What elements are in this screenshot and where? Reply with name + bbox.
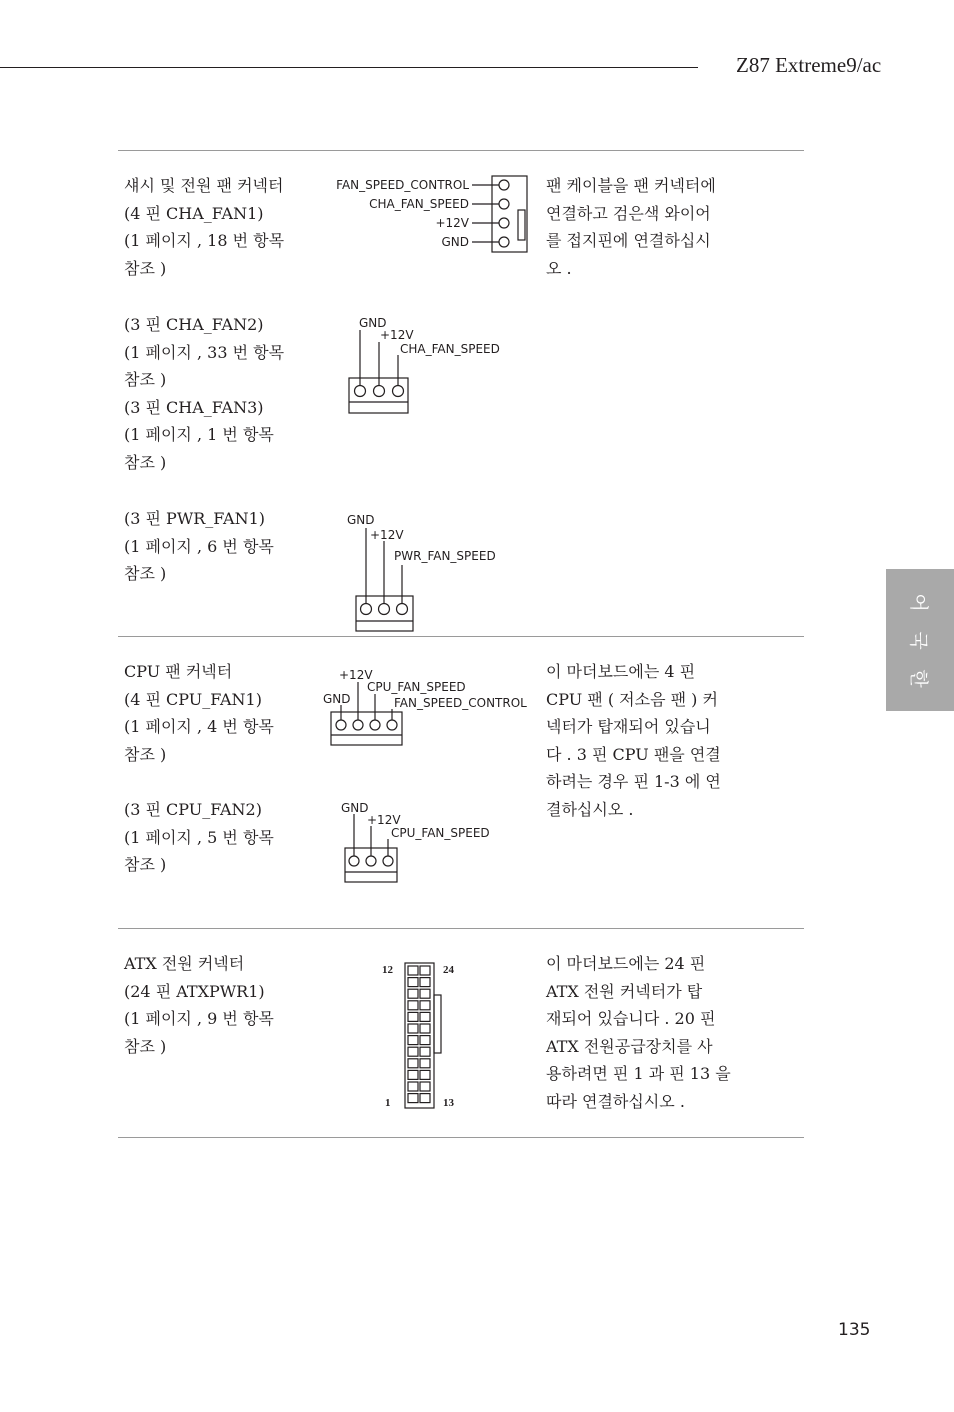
- pin-number: 1: [385, 1097, 391, 1109]
- pin-label: GND: [323, 692, 351, 706]
- pin-label: +12V: [370, 528, 404, 542]
- text-line: 참조 ): [124, 564, 167, 583]
- text-line: 섀시 및 전원 팬 커넥터: [124, 176, 284, 195]
- atx-pin: [408, 1012, 418, 1021]
- text-line: (4 핀 CPU_FAN1): [124, 689, 262, 709]
- text-line: (1 페이지 , 6 번 항목: [124, 536, 274, 556]
- pin-label: +12V: [339, 668, 373, 682]
- atx-pin: [420, 1024, 430, 1033]
- atx-pin: [420, 978, 430, 987]
- pin-label: CHA_FAN_SPEED: [400, 342, 500, 356]
- tab-char: 국: [907, 631, 930, 650]
- text-line: 하려는 경우 핀 1-3 에 연: [546, 772, 721, 791]
- connector-housing: [492, 176, 527, 252]
- atx-pin: [408, 1082, 418, 1091]
- pin: [393, 386, 404, 397]
- text-line: (1 페이지 , 33 번 항목: [124, 342, 285, 362]
- pin: [383, 856, 393, 866]
- atx-pin: [420, 989, 430, 998]
- atx-pin: [408, 1070, 418, 1079]
- text-line: (1 페이지 , 5 번 항목: [124, 827, 274, 847]
- text-line: (1 페이지 , 18 번 항목: [124, 231, 285, 250]
- pin-label: FAN_SPEED_CONTROL: [394, 696, 527, 710]
- atx-pin: [408, 1001, 418, 1010]
- pin: [370, 720, 380, 730]
- text-line: (3 핀 CHA_FAN2): [124, 315, 264, 334]
- page-header-title: Z87 Extreme9/ac: [736, 53, 882, 77]
- text-line: 따라 연결하십시오 .: [546, 1091, 685, 1111]
- pin: [374, 386, 385, 397]
- text-line: 용하려면 핀 1 과 핀 13 을: [546, 1064, 731, 1083]
- atx-pin: [408, 1094, 418, 1103]
- pin-number: 13: [443, 1097, 454, 1109]
- text-line: ATX 전원 커넥터가 탑: [546, 981, 703, 1001]
- pin: [499, 180, 509, 190]
- connector-key: [518, 210, 525, 240]
- atx-pin: [408, 978, 418, 987]
- page-number: 135: [838, 1320, 871, 1340]
- pin: [349, 856, 359, 866]
- text-line: (1 페이지 , 1 번 항목: [124, 425, 274, 444]
- pin-label: GND: [359, 316, 387, 330]
- text-line: (3 핀 PWR_FAN1): [124, 509, 265, 528]
- atx-pin: [420, 1047, 430, 1056]
- cha-fan1-diagram: [336, 176, 527, 252]
- pin: [499, 218, 509, 228]
- text-line: (1 페이지 , 4 번 항목: [124, 717, 274, 736]
- cpu-fan1-diagram: [323, 668, 527, 745]
- text-line: 넥터가 탑재되어 있습니: [546, 717, 711, 736]
- atx-pin: [420, 1094, 430, 1103]
- pin-label: +12V: [367, 813, 401, 827]
- text-line: 오 .: [546, 258, 572, 278]
- pin-label: GND: [341, 801, 369, 815]
- text-line: (4 핀 CHA_FAN1): [124, 203, 264, 223]
- text-line: 참조 ): [124, 744, 167, 764]
- pin-label: CPU_FAN_SPEED: [367, 680, 466, 694]
- text-line: 이 마더보드에는 4 핀: [546, 662, 696, 681]
- pin: [499, 237, 509, 247]
- pwr-fan1-diagram: [347, 513, 496, 631]
- text-line: ATX 전원 커넥터: [124, 954, 245, 973]
- pin: [379, 604, 390, 615]
- text-line: 연결하고 검은색 와이어: [546, 203, 711, 223]
- pin-label: +12V: [380, 328, 414, 342]
- pin: [353, 720, 363, 730]
- text-line: 참조 ): [124, 855, 167, 874]
- connector-latch: [434, 995, 441, 1053]
- pin: [366, 856, 376, 866]
- text-line: 이 마더보드에는 24 핀: [546, 954, 706, 973]
- atx-pin: [420, 1059, 430, 1068]
- tab-char: 한: [907, 669, 930, 688]
- tab-char: 어: [907, 593, 930, 612]
- pin: [387, 720, 397, 730]
- pin: [361, 604, 372, 615]
- pin: [499, 199, 509, 209]
- text-line: (3 핀 CHA_FAN3): [124, 397, 264, 417]
- atxpwr1-diagram: [382, 963, 455, 1109]
- pin-label: GND: [347, 513, 375, 527]
- cpu-fan2-diagram: [341, 801, 490, 882]
- pin-label: PWR_FAN_SPEED: [394, 549, 496, 563]
- atx-pin: [420, 1012, 430, 1021]
- text-line: 다 . 3 핀 CPU 팬을 연결: [546, 744, 721, 764]
- pin-label: CHA_FAN_SPEED: [369, 197, 469, 211]
- pin: [397, 604, 408, 615]
- atx-pin: [420, 1070, 430, 1079]
- text-line: 참조 ): [124, 452, 167, 472]
- text-line: (3 핀 CPU_FAN2): [124, 800, 262, 819]
- text-line: 결하십시오 .: [546, 799, 634, 819]
- connector-housing: [331, 712, 402, 745]
- text-line: 재되어 있습니다 . 20 핀: [546, 1009, 716, 1028]
- pin: [355, 386, 366, 397]
- atx-pin: [408, 989, 418, 998]
- text-line: 팬 케이블을 팬 커넥터에: [546, 176, 716, 195]
- text-line: CPU 팬 커넥터: [124, 662, 233, 681]
- atx-pin: [408, 1024, 418, 1033]
- text-line: ATX 전원공급장치를 사: [546, 1036, 713, 1056]
- atx-pin: [408, 1036, 418, 1045]
- text-line: (24 핀 ATXPWR1): [124, 981, 265, 1001]
- text-line: 를 접지핀에 연결하십시: [546, 231, 711, 250]
- atx-pin: [420, 1036, 430, 1045]
- text-line: 참조 ): [124, 258, 167, 278]
- atx-pin: [420, 966, 430, 975]
- text-line: CPU 팬 ( 저소음 팬 ) 커: [546, 689, 718, 709]
- text-line: (1 페이지 , 9 번 항목: [124, 1009, 274, 1028]
- pin-label: +12V: [435, 216, 469, 230]
- text-line: 참조 ): [124, 1036, 167, 1056]
- text-line: 참조 ): [124, 370, 167, 389]
- pin-label: CPU_FAN_SPEED: [391, 826, 490, 840]
- pin-number: 12: [382, 964, 393, 976]
- language-tab: [886, 569, 954, 711]
- atx-pin: [408, 1047, 418, 1056]
- cha-fan2-diagram: [349, 316, 500, 413]
- atx-pin: [408, 1059, 418, 1068]
- pin-label: GND: [441, 235, 469, 249]
- pin: [336, 720, 346, 730]
- pin-label: FAN_SPEED_CONTROL: [336, 178, 469, 192]
- atx-pin: [408, 966, 418, 975]
- atx-pin: [420, 1082, 430, 1091]
- pin-number: 24: [443, 964, 454, 976]
- atx-pin: [420, 1001, 430, 1010]
